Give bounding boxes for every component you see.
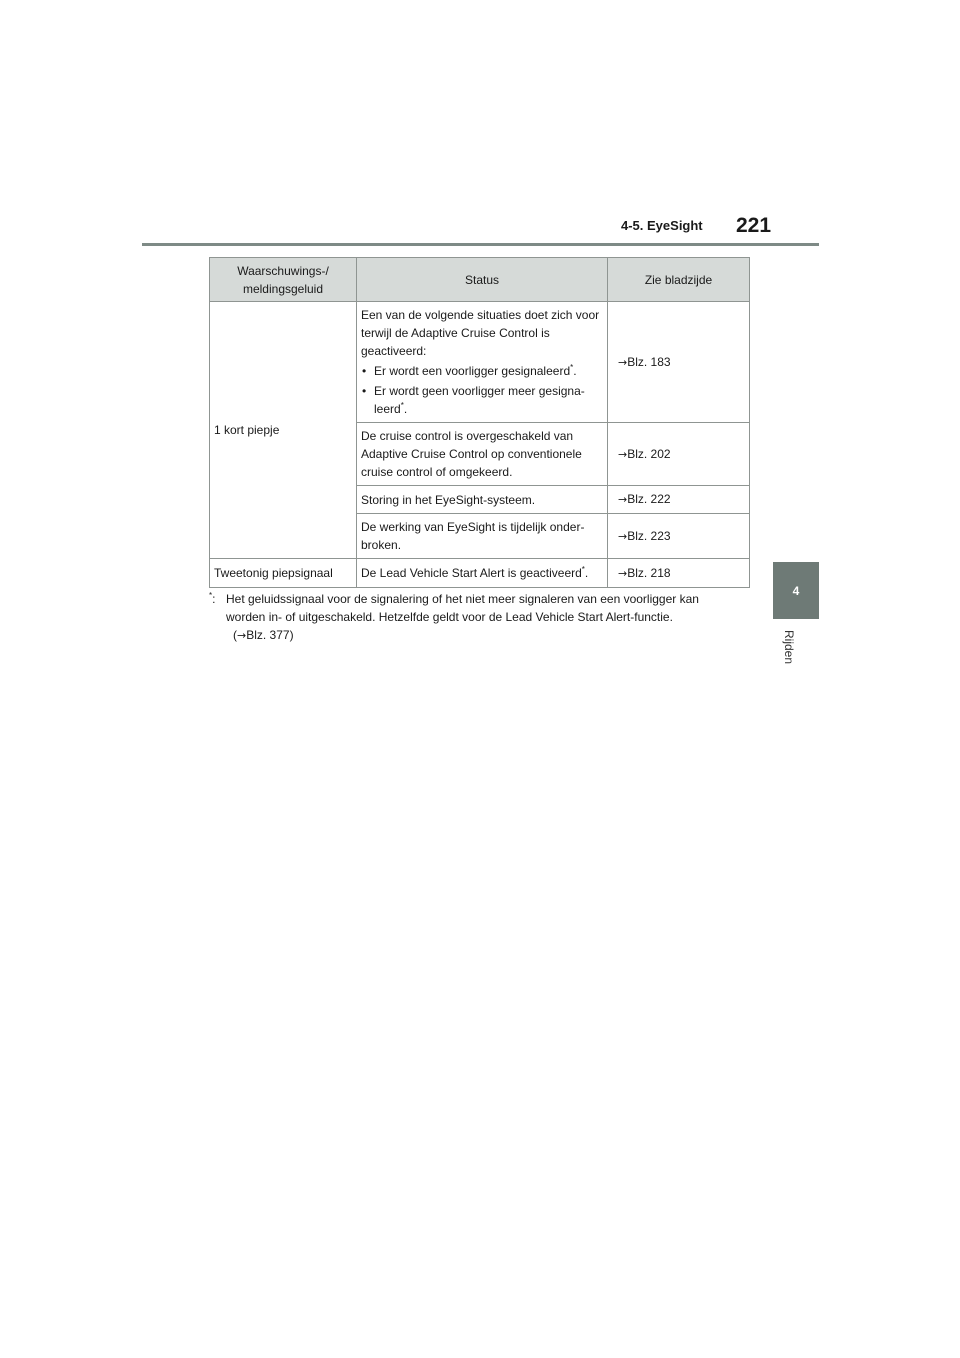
status-bullet-list bbox=[361, 362, 603, 418]
arrow-right-icon: → bbox=[618, 355, 628, 369]
page-number: 221 bbox=[736, 214, 772, 237]
footnote-marker: *: bbox=[209, 591, 216, 606]
warning-sound-table bbox=[209, 257, 750, 588]
col-header-status: Status bbox=[357, 258, 608, 302]
arrow-right-icon: → bbox=[618, 493, 628, 506]
footnote-page-ref[interactable]: (→Blz. 377) bbox=[233, 628, 294, 642]
page-ref-cell[interactable] bbox=[608, 514, 750, 559]
arrow-right-icon: → bbox=[618, 529, 628, 543]
page-ref-cell[interactable] bbox=[608, 559, 750, 588]
section-title: 4-5. EyeSight bbox=[621, 218, 703, 233]
page-ref: Blz. 222 bbox=[627, 492, 671, 506]
arrow-right-icon: → bbox=[618, 447, 628, 461]
page-ref: Blz. 218 bbox=[627, 565, 671, 580]
chapter-number: 4 bbox=[792, 583, 800, 598]
status-cell: De cruise control is overgeschakeld van Adaptive Cruise Control op conventionele cruise control of omgekeerd. bbox=[357, 423, 608, 486]
status-intro: Een van de volgende situaties doet zich voor terwijl de Adaptive Cruise Control is geactiveerd: bbox=[361, 308, 600, 358]
arrow-right-icon: → bbox=[618, 566, 628, 580]
header-divider bbox=[142, 243, 819, 246]
page-ref: Blz. 202 bbox=[627, 446, 671, 461]
page-ref-cell[interactable] bbox=[608, 302, 750, 423]
arrow-right-icon: → bbox=[237, 629, 247, 642]
col-header-page: Zie bladzijde bbox=[608, 258, 750, 302]
status-cell: Storing in het EyeSight-systeem. bbox=[357, 486, 608, 514]
table-row bbox=[210, 559, 750, 588]
sound-cell: Tweetonig piepsignaal bbox=[210, 559, 357, 588]
status-cell: De Lead Vehicle Start Alert is geactiveerd*. bbox=[357, 559, 608, 588]
col-header-sound: Waarschuwings-/ meldingsgeluid bbox=[210, 258, 357, 302]
page-ref-cell[interactable] bbox=[608, 486, 750, 514]
chapter-label: Rijden bbox=[782, 630, 796, 665]
status-cell: De werking van EyeSight is tijdelijk onder-broken. bbox=[357, 514, 608, 559]
page-ref: Blz. 183 bbox=[627, 354, 671, 369]
table-header-row bbox=[210, 258, 750, 302]
sound-cell: 1 kort piepje bbox=[210, 302, 357, 559]
status-cell bbox=[357, 302, 608, 423]
footnote-text: Het geluidssignaal voor de signalering of het niet meer signaleren van een voorligger kan worden in- of uitgeschakeld. Hetzelfde geldt voor de Lead Vehicle Start Alert-functie. bbox=[226, 592, 699, 624]
page-ref-cell[interactable] bbox=[608, 423, 750, 486]
chapter-tab[interactable] bbox=[773, 562, 819, 619]
list-item: • Er wordt een voorligger gesignaleerd*. bbox=[361, 362, 603, 380]
page-ref: Blz. 223 bbox=[627, 528, 671, 543]
footnote bbox=[209, 590, 739, 645]
table-row bbox=[210, 302, 750, 423]
list-item: • Er wordt geen voorligger meer gesigna-leerd*. bbox=[361, 382, 603, 418]
